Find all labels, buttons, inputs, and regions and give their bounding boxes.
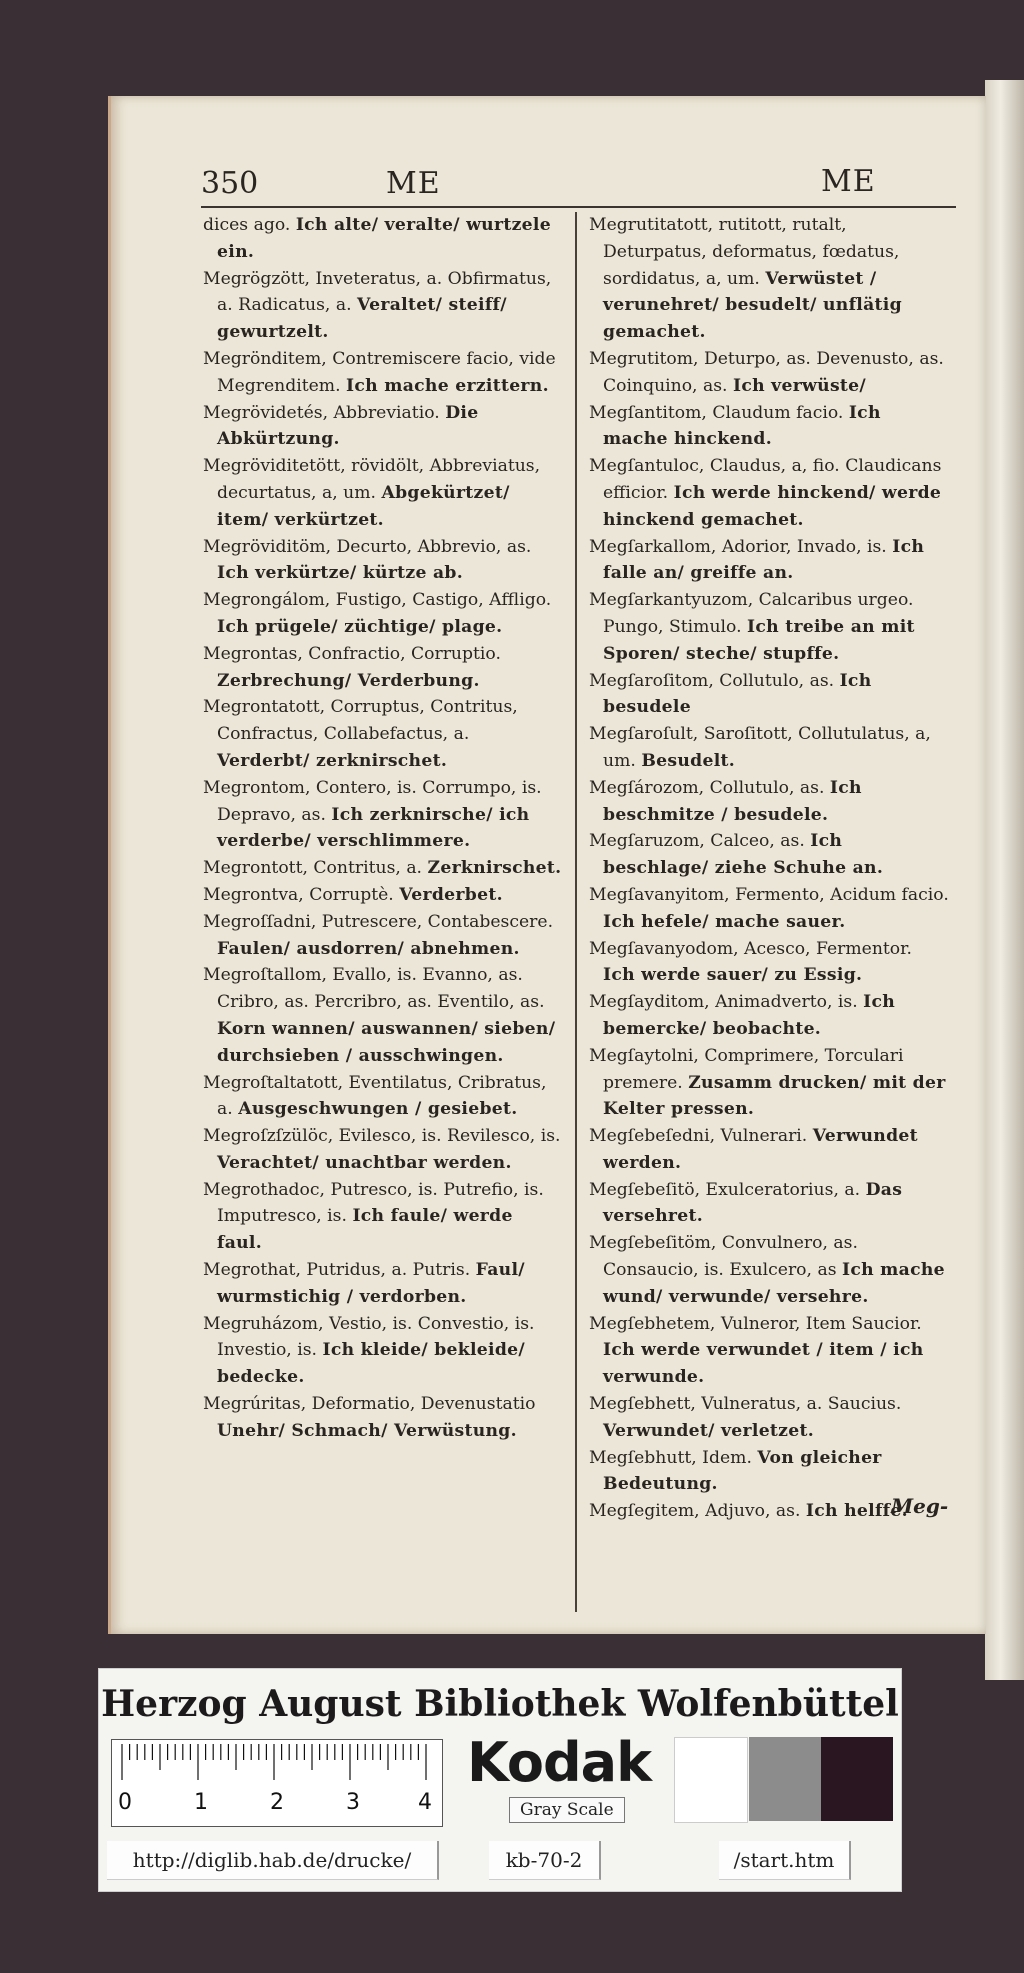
german-translation: Ich beschmitze / besudele. — [603, 777, 862, 825]
german-translation: Ich bemercke/ beobachte. — [603, 992, 896, 1039]
latin-definition: dices ago. — [203, 215, 291, 235]
latin-definition: Megſaruzom, Calceo, as. — [589, 831, 805, 852]
german-translation: Die Abkürtzung. — [217, 402, 479, 450]
german-translation: Ausgeschwungen / gesiebet. — [238, 1099, 518, 1120]
german-translation: Faul/ wurmstichig / verdorben. — [217, 1260, 525, 1307]
latin-definition: Megrontom, Contero, is. Corrumpo, is. Depravo, as. — [203, 777, 542, 825]
latin-definition: Megroſzſzülöc, Evilesco, is. Revilesco, is. — [203, 1126, 561, 1147]
ruler-number: 1 — [194, 1790, 208, 1815]
latin-definition: Megſározom, Collutulo, as. — [589, 777, 825, 798]
german-translation: Faulen/ ausdorren/ abnehmen. — [217, 938, 520, 959]
dictionary-entry — [589, 1311, 949, 1391]
dictionary-entry — [203, 587, 563, 641]
german-translation: Zusamm drucken/ mit der Kelter pressen. — [603, 1072, 946, 1120]
latin-definition: Megſaytolni, Comprimere, Torculari premere. — [589, 1045, 904, 1093]
book-page — [108, 96, 986, 1634]
german-translation: Ich verkürtze/ kürtze ab. — [217, 563, 464, 584]
german-translation: Ich alte/ veralte/ wurtzele ein. — [217, 215, 551, 262]
dictionary-entry — [203, 400, 563, 454]
dictionary-entry — [589, 721, 949, 775]
latin-definition: Megrothat, Putridus, a. Putris. — [203, 1260, 471, 1281]
latin-definition: Megſebeſedni, Vulnerari. — [589, 1126, 808, 1147]
latin-definition: Megſebeſitöm, Convulnero, as. Consaucio, is. Exulcero, as — [589, 1233, 858, 1281]
latin-definition: Megſegitem, Adjuvo, as. — [589, 1501, 801, 1522]
dictionary-entry — [203, 453, 563, 533]
dictionary-entry — [203, 855, 563, 882]
german-translation: Ich faule/ werde faul. — [217, 1206, 513, 1254]
column-divider — [575, 212, 577, 1612]
german-translation: Ich hefele/ mache sauer. — [603, 911, 846, 932]
latin-definition: Megſantitom, Claudum facio. — [589, 402, 844, 423]
ruler-number: 3 — [346, 1790, 360, 1815]
latin-definition: Megrövidetés, Abbreviatio. — [203, 402, 440, 423]
latin-definition: Megrögzött, Inveteratus, a. Obfirmatus, a. Radicatus, a. — [203, 268, 552, 316]
latin-definition: Megſebeſitö, Exulceratorius, a. — [589, 1179, 861, 1200]
ruler — [111, 1739, 443, 1827]
latin-definition: Megſayditom, Animadverto, is. — [589, 992, 858, 1013]
dictionary-entry — [589, 212, 949, 346]
dictionary-entry — [589, 775, 949, 829]
latin-definition: Megſebhetem, Vulneror, Item Saucior. — [589, 1313, 922, 1334]
latin-definition: Megrontott, Contritus, a. — [203, 858, 423, 879]
latin-definition: Megrontva, Corruptè. — [203, 884, 394, 905]
library-title: Herzog August Bibliothek Wolfenbüttel — [101, 1683, 899, 1725]
german-translation: Ich mache erzittern. — [346, 375, 549, 396]
german-translation: Zerbrechung/ Verderbung. — [217, 670, 480, 691]
dictionary-entry — [589, 346, 949, 400]
ruler-number: 4 — [418, 1790, 432, 1815]
latin-definition: Megruházom, Vestio, is. Convestio, is. Investio, is. — [203, 1313, 535, 1361]
dictionary-entry — [203, 775, 563, 855]
right-column — [589, 212, 949, 1525]
dictionary-entry — [589, 882, 949, 936]
dictionary-entry — [589, 534, 949, 588]
dictionary-entry — [589, 587, 949, 667]
german-translation: Ich treibe an mit Sporen/ steche/ stupffe. — [603, 616, 915, 664]
german-translation: Ich prügele/ züchtige/ plage. — [217, 616, 503, 637]
latin-definition: Megſarkantyuzom, Calcaribus urgeo. Pungo, Stimulo. — [589, 590, 914, 637]
latin-definition: Megröviditöm, Decurto, Abbrevio, as. — [203, 536, 532, 557]
german-translation: Verwüstet / verunehret/ besudelt/ unflätig gemachet. — [603, 268, 902, 343]
latin-definition: Megrothadoc, Putresco, is. Putrefio, is. Imputresco, is. — [203, 1179, 544, 1227]
dictionary-entry — [589, 936, 949, 990]
german-translation: Ich kleide/ bekleide/ bedecke. — [217, 1340, 525, 1388]
color-calibration-card — [98, 1668, 902, 1892]
german-translation: Das versehret. — [603, 1179, 903, 1227]
page-number: 350 — [201, 166, 259, 201]
left-column — [203, 212, 563, 1445]
dictionary-entry — [203, 1257, 563, 1311]
dictionary-entry — [203, 212, 563, 266]
gray-scale-label: Gray Scale — [509, 1797, 625, 1823]
ruler-number: 2 — [270, 1790, 284, 1815]
latin-definition: Megrongálom, Fustigo, Castigo, Affligo. — [203, 590, 552, 611]
german-translation: Ich zerknirsche/ ich verderbe/ verschlimmere. — [217, 804, 530, 852]
latin-definition: Megrönditem, Contremiscere facio, vide Megrenditem. — [203, 348, 556, 396]
latin-definition: Megrutitatott, rutitott, rutalt, Deturpatus, deformatus, fœdatus, sordidatus, a, um. — [589, 215, 900, 289]
latin-definition: Megrutitom, Deturpo, as. Devenusto, as. Coinquino, as. — [589, 348, 944, 396]
kodak-logo: Kodak — [467, 1731, 651, 1794]
dictionary-entry — [589, 1043, 949, 1123]
latin-definition: Megſarkallom, Adorior, Invado, is. — [589, 536, 887, 557]
latin-definition: Megſebhutt, Idem. — [589, 1447, 752, 1468]
black-swatch — [821, 1737, 893, 1821]
latin-definition: Megroſſadni, Putrescere, Contabescere. — [203, 911, 554, 932]
german-translation: Verderbt/ zerknirschet. — [217, 750, 448, 771]
german-translation: Ich beschlage/ ziehe Schuhe an. — [603, 831, 884, 879]
dictionary-entry — [589, 1230, 949, 1310]
dictionary-entry — [203, 694, 563, 774]
dictionary-entry — [589, 1177, 949, 1231]
page-header — [201, 166, 956, 208]
dictionary-entry — [203, 1391, 563, 1445]
dictionary-entry — [203, 882, 563, 909]
latin-definition: Megroſtaltatott, Eventilatus, Cribratus, a. — [203, 1072, 547, 1120]
german-translation: Ich werde verwundet / item / ich verwunde. — [603, 1340, 924, 1388]
german-translation: Zerknirschet. — [427, 858, 562, 879]
latin-definition: Megröviditetött, rövidölt, Abbreviatus, decurtatus, a, um. — [203, 456, 541, 503]
german-translation: Besudelt. — [641, 750, 736, 771]
dictionary-entry — [203, 266, 563, 346]
dictionary-entry — [203, 909, 563, 963]
german-translation: Verwundet werden. — [603, 1126, 918, 1173]
url-right: /start.htm — [719, 1841, 851, 1880]
latin-definition: Megſaroſult, Saroſitott, Collutulatus, a, um. — [589, 724, 931, 771]
german-translation: Ich werde hinckend/ werde hinckend gemachet. — [603, 482, 942, 530]
latin-definition: Megſaroſitom, Collutulo, as. — [589, 670, 835, 691]
dictionary-entry — [203, 641, 563, 695]
url-left: http://diglib.hab.de/drucke/ — [107, 1841, 439, 1880]
german-translation: Korn wannen/ auswannen/ sieben/ durchsieben / ausschwingen. — [217, 1018, 556, 1066]
dictionary-entry — [589, 1123, 949, 1177]
adjacent-page-edge — [985, 80, 1024, 1680]
latin-definition: Megſebhett, Vulneratus, a. Saucius. — [589, 1394, 902, 1415]
dictionary-entry — [203, 1123, 563, 1177]
dictionary-entry — [589, 989, 949, 1043]
url-mid: kb-70-2 — [489, 1841, 601, 1880]
latin-definition: Megroſtallom, Evallo, is. Evanno, as. Cribro, as. Percribro, as. Eventilo, as. — [203, 965, 545, 1013]
german-translation: Von gleicher Bedeutung. — [603, 1447, 882, 1495]
latin-definition: Megrúritas, Deformatio, Devenustatio — [203, 1394, 536, 1415]
german-translation: Veraltet/ steiff/ gewurtzelt. — [217, 295, 507, 343]
german-translation: Ich helffe. — [805, 1501, 908, 1522]
running-head-right: ME — [821, 164, 876, 199]
german-translation: Unehr/ Schmach/ Verwüstung. — [217, 1420, 517, 1441]
dictionary-entry — [589, 453, 949, 533]
german-translation: Ich falle an/ greiffe an. — [603, 536, 925, 584]
latin-definition: Megrontas, Confractio, Corruptio. — [203, 643, 501, 664]
dictionary-entry — [589, 828, 949, 882]
ruler-number: 0 — [118, 1790, 132, 1815]
dictionary-entry — [589, 1445, 949, 1499]
dictionary-entry — [203, 1311, 563, 1391]
dictionary-entry — [203, 346, 563, 400]
catchword: Meg- — [891, 1494, 949, 1518]
ruler-ticks — [112, 1740, 442, 1780]
german-translation: Abgekürtzet/ item/ verkürtzet. — [217, 482, 510, 530]
german-translation: Ich mache wund/ verwunde/ versehre. — [603, 1260, 945, 1307]
dictionary-entry — [203, 962, 563, 1069]
dictionary-entry — [203, 1070, 563, 1124]
gray-swatch — [749, 1737, 821, 1821]
german-translation: Verachtet/ unachtbar werden. — [217, 1152, 512, 1173]
german-translation: Ich verwüste/ — [732, 375, 866, 396]
german-translation: Verwundet/ verletzet. — [603, 1420, 814, 1441]
german-translation: Ich werde sauer/ zu Essig. — [603, 965, 863, 986]
dictionary-entry — [589, 400, 949, 454]
german-translation: Ich mache hinckend. — [603, 402, 881, 450]
running-head-left: ME — [386, 166, 441, 201]
latin-definition: Megrontatott, Corruptus, Contritus, Confractus, Collabefactus, a. — [203, 697, 518, 745]
latin-definition: Megſantuloc, Claudus, a, fio. Claudicans efficior. — [589, 456, 942, 503]
german-translation: Verderbet. — [399, 884, 503, 905]
latin-definition: Megſavanyodom, Acesco, Fermentor. — [589, 938, 912, 959]
dictionary-entry — [203, 534, 563, 588]
german-translation: Ich besudele — [603, 670, 872, 718]
dictionary-entry — [589, 668, 949, 722]
latin-definition: Megſavanyitom, Fermento, Acidum facio. — [589, 884, 949, 905]
dictionary-entry — [203, 1177, 563, 1257]
dictionary-entry — [589, 1391, 949, 1445]
white-swatch — [674, 1737, 748, 1823]
